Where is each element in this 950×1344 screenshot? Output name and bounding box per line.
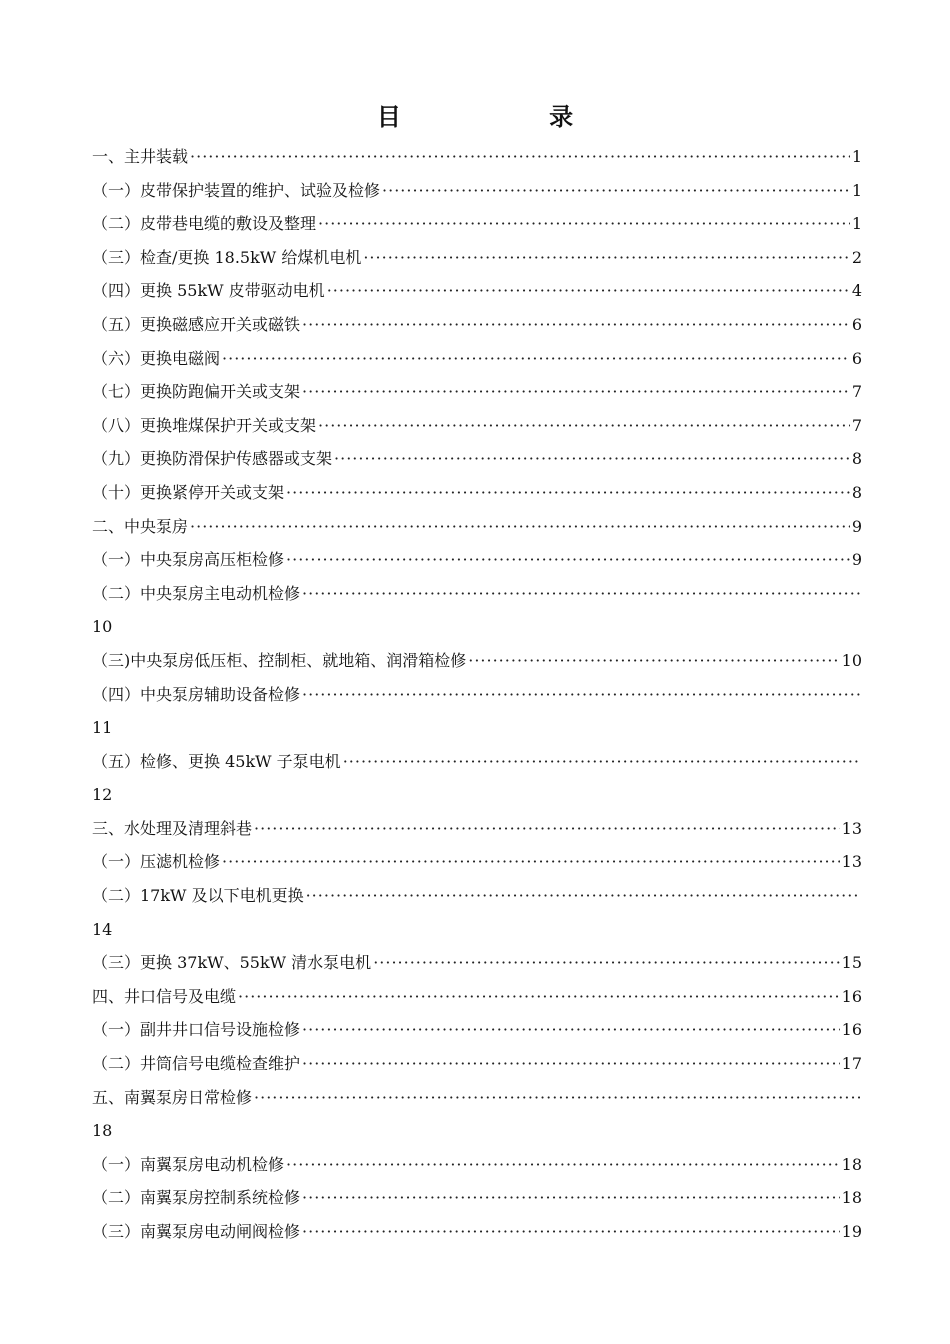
toc-leader-dots xyxy=(254,812,840,846)
toc-entry-label: （一）皮带保护装置的维护、试验及检修 xyxy=(92,180,381,200)
toc-entry-label: （八）更换堆煤保护开关或支架 xyxy=(92,415,317,435)
toc-leader-dots xyxy=(302,1047,840,1081)
toc-entry[interactable] xyxy=(92,1181,862,1215)
toc-entry-label: （六）更换电磁阀 xyxy=(92,348,221,368)
toc-entry-label: （九）更换防滑保护传感器或支架 xyxy=(92,449,333,469)
toc-entry-page: 1 xyxy=(851,147,862,166)
toc-entry-label: 三、水处理及清理斜巷 xyxy=(92,818,253,838)
toc-entry-page: 16 xyxy=(841,1020,862,1040)
toc-entry-label: 四、井口信号及电缆 xyxy=(92,986,237,1006)
toc-entry-page: 12 xyxy=(92,785,113,805)
toc-leader-dots xyxy=(302,375,850,409)
toc-entry[interactable] xyxy=(92,241,862,275)
toc-entry-label: （四）中央泵房辅助设备检修 xyxy=(92,684,301,704)
toc-entry[interactable] xyxy=(92,879,862,913)
toc-entry-label: （二）中央泵房主电动机检修 xyxy=(92,583,301,603)
toc-entry[interactable] xyxy=(92,174,862,208)
toc-entry-label: （三）更换 37kW、55kW 清水泵电机 xyxy=(92,953,372,973)
toc-leader-dots xyxy=(318,207,850,241)
toc-title: 目 录 xyxy=(376,103,644,131)
toc-leader-dots xyxy=(343,745,860,779)
toc-leader-dots xyxy=(302,1013,840,1047)
toc-entry-page-line xyxy=(92,610,862,644)
toc-entry-label: 一、主井装载 xyxy=(92,147,189,166)
toc-entry-page: 6 xyxy=(851,314,862,334)
toc-leader-dots xyxy=(382,174,850,208)
toc-entry[interactable] xyxy=(92,510,862,544)
toc-leader-dots xyxy=(302,1215,840,1249)
toc-entry[interactable] xyxy=(92,543,862,577)
toc-entry-page: 11 xyxy=(92,718,113,738)
toc-entry-label: （三）检查/更换 18.5kW 给煤机电机 xyxy=(92,247,362,267)
toc-entry-page: 8 xyxy=(851,449,862,469)
toc-entry-page: 1 xyxy=(851,180,862,200)
toc-entry-label: （一）中央泵房高压柜检修 xyxy=(92,550,285,570)
toc-entry-label: （二）南翼泵房控制系统检修 xyxy=(92,1188,301,1208)
toc-entry[interactable] xyxy=(92,845,862,879)
toc-leader-dots xyxy=(286,476,850,510)
toc-entry[interactable] xyxy=(92,476,862,510)
table-of-contents xyxy=(92,140,862,1249)
toc-entry[interactable] xyxy=(92,980,862,1014)
toc-leader-dots xyxy=(238,980,840,1014)
toc-entry-page-line xyxy=(92,913,862,947)
toc-entry-label: （二）17kW 及以下电机更换 xyxy=(92,886,304,906)
toc-entry-page: 18 xyxy=(841,1154,862,1174)
toc-leader-dots xyxy=(327,274,850,308)
toc-entry[interactable] xyxy=(92,1013,862,1047)
toc-entry-label: （一）压滤机检修 xyxy=(92,852,221,872)
toc-entry-page: 8 xyxy=(851,482,862,502)
toc-entry-page: 10 xyxy=(841,650,862,670)
toc-entry-label: （一）南翼泵房电动机检修 xyxy=(92,1154,285,1174)
toc-entry[interactable] xyxy=(92,946,862,980)
toc-entry-label: （十）更换紧停开关或支架 xyxy=(92,482,285,502)
toc-leader-dots xyxy=(373,946,839,980)
toc-entry[interactable] xyxy=(92,342,862,376)
toc-entry-label: 五、南翼泵房日常检修 xyxy=(92,1087,253,1107)
toc-leader-dots xyxy=(468,644,839,678)
toc-entry[interactable] xyxy=(92,577,862,611)
toc-entry-page: 19 xyxy=(841,1222,862,1241)
toc-entry[interactable] xyxy=(92,1047,862,1081)
toc-entry-label: （三)中央泵房低压柜、控制柜、就地箱、润滑箱检修 xyxy=(92,650,467,670)
toc-leader-dots xyxy=(254,1081,860,1115)
toc-entry-page: 15 xyxy=(841,953,862,973)
toc-entry[interactable] xyxy=(92,812,862,846)
toc-entry-label: （五）更换磁感应开关或磁铁 xyxy=(92,314,301,334)
toc-leader-dots xyxy=(302,577,860,611)
toc-leader-dots xyxy=(302,1181,840,1215)
toc-entry[interactable] xyxy=(92,140,862,174)
toc-entry[interactable] xyxy=(92,375,862,409)
toc-leader-dots xyxy=(222,342,850,376)
toc-entry[interactable] xyxy=(92,644,862,678)
toc-leader-dots xyxy=(363,241,849,275)
toc-entry-label: （二）皮带巷电缆的敷设及整理 xyxy=(92,214,317,234)
toc-entry-page: 13 xyxy=(841,852,862,872)
toc-leader-dots xyxy=(302,678,860,712)
toc-leader-dots xyxy=(286,543,850,577)
toc-entry-page: 16 xyxy=(841,986,862,1006)
toc-entry[interactable] xyxy=(92,745,862,779)
toc-leader-dots xyxy=(306,879,860,913)
toc-entry-label: （五）检修、更换 45kW 子泵电机 xyxy=(92,751,341,771)
toc-entry-label: 二、中央泵房 xyxy=(92,516,189,536)
toc-entry-label: （七）更换防跑偏开关或支架 xyxy=(92,382,301,402)
toc-entry-page: 18 xyxy=(841,1188,862,1208)
toc-entry-page: 4 xyxy=(851,281,862,301)
toc-entry[interactable] xyxy=(92,409,862,443)
toc-leader-dots xyxy=(334,442,850,476)
toc-entry[interactable] xyxy=(92,274,862,308)
toc-entry-page: 14 xyxy=(92,919,113,939)
toc-leader-dots xyxy=(190,510,850,544)
toc-leader-dots xyxy=(286,1148,840,1182)
toc-entry-page: 13 xyxy=(841,818,862,838)
toc-entry-page: 18 xyxy=(92,1121,113,1141)
toc-entry[interactable] xyxy=(92,207,862,241)
toc-entry[interactable] xyxy=(92,308,862,342)
toc-entry-page: 7 xyxy=(851,382,862,402)
toc-entry-page-line xyxy=(92,711,862,745)
toc-entry-label: （四）更换 55kW 皮带驱动电机 xyxy=(92,281,325,301)
toc-entry[interactable] xyxy=(92,1148,862,1182)
toc-entry-page: 10 xyxy=(92,617,113,637)
toc-leader-dots xyxy=(302,308,850,342)
toc-entry-label: （二）井筒信号电缆检查维护 xyxy=(92,1054,301,1074)
toc-entry-page: 7 xyxy=(851,415,862,435)
toc-entry[interactable] xyxy=(92,1215,862,1249)
toc-entry-page: 2 xyxy=(851,247,862,267)
toc-entry-page: 17 xyxy=(841,1054,862,1074)
toc-leader-dots xyxy=(190,140,850,174)
toc-entry-label: （三）南翼泵房电动闸阀检修 xyxy=(92,1222,301,1241)
toc-entry-page: 6 xyxy=(851,348,862,368)
toc-entry-page-line xyxy=(92,778,862,812)
toc-entry[interactable] xyxy=(92,1081,862,1115)
toc-entry[interactable] xyxy=(92,442,862,476)
toc-entry-page: 1 xyxy=(851,214,862,234)
toc-entry-label: （一）副井井口信号设施检修 xyxy=(92,1020,301,1040)
toc-leader-dots xyxy=(318,409,850,443)
toc-entry[interactable] xyxy=(92,678,862,712)
toc-entry-page: 9 xyxy=(851,516,862,536)
toc-leader-dots xyxy=(222,845,840,879)
toc-entry-page-line xyxy=(92,1114,862,1148)
toc-entry-page: 9 xyxy=(851,550,862,570)
